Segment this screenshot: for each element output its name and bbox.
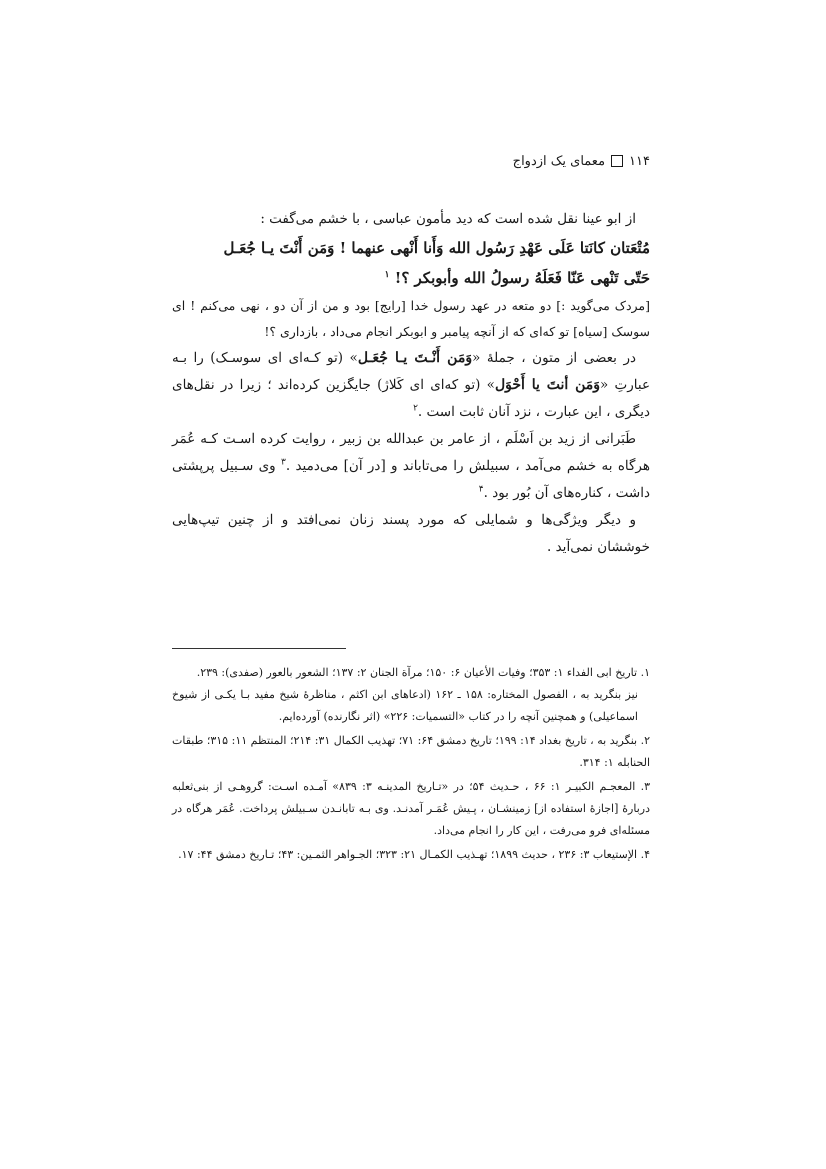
footnote-ref-1[interactable]: ۱ <box>384 270 390 280</box>
running-header <box>513 150 650 172</box>
footnote-text: الإستیعاب ۳: ۲۳۶ ، حدیث ۱۸۹۹؛ تهـذیب الکمـال ۲۱: ۳۲۳؛ الجـواهر الثمـین: ۴۳؛ تـاریخ دمشق ۴۴: ۱۷. <box>178 848 638 861</box>
footnote-text: تاریخ ابی الفداء ۱: ۳۵۳؛ وفیات الأعیان ۶: ۱۵۰؛ مرآة الجنان ۲: ۱۳۷؛ الشعور بالعور (صفدی): ۲۳۹. <box>196 666 638 679</box>
paragraph-tabarani <box>172 426 650 507</box>
paragraph-closing: و دیگر ویژگی‌ها و شمایلی که مورد پسند زنان نمی‌افتد و از چنین تیپ‌هایی خوششان نمی‌آید . <box>172 512 650 555</box>
arabic-phrase-ahwal: وَمَن أنتَ يا أَحْوَل <box>494 377 601 393</box>
footnote-number: ۴. <box>640 848 650 861</box>
footnote-number: ۳. <box>640 780 651 793</box>
footnotes <box>172 662 650 868</box>
arabic-phrase-ja-al: وَمَن أَنْـتَ يـا جُعَـل <box>357 350 473 366</box>
footnote-ref-4[interactable]: ۴ <box>478 484 484 495</box>
intro-paragraph: از ابو عینا نقل شده است که دید مأمون عباسی ، با خشم می‌گفت : <box>260 211 636 227</box>
paragraph-text: طَبَرانی از زید بن اَسْلَم ، از عامر بن عبدالله بن زبیر ، روایت کرده اسـت کـه عُمَر هرگاه به خشم می‌آمد ، سبیلش را می‌تاباند و [در آن] می‌دمید . <box>172 431 651 474</box>
paragraph-text: » (تو کـه‌ای ای سوسـک) را بـه عبارتِ « <box>172 350 650 393</box>
chapter-title: معمای یک ازدواج <box>512 153 606 169</box>
footnote-1 <box>172 662 650 728</box>
square-ornament-icon <box>611 155 623 167</box>
footnote-continuation: نیز بنگرید به ، الفصول المختاره: ۱۵۸ ـ ۱۶۲ (ادعاهای ابن اکثم ، مناظرهٔ شیخ مفید بـا یکـی از شیوخ اسماعیلی) و همچنین آنچه را در کتاب «التسمیات: ۲۲۶» (اثر نگارنده) آورده‌ایم. <box>172 688 638 723</box>
arabic-quote-line-1: مُتْعَتان كانَتا عَلَى عَهْدِ رَسُول الله وَأَنا أَنْهى عنهما ! وَمَن أَنْتَ يـا جُعَـل <box>223 239 650 257</box>
footnote-3 <box>172 776 650 842</box>
book-page <box>172 150 650 1050</box>
paragraph-text: وی سـبیل پرپشتی داشت ، کناره‌های آن بُور بود . <box>172 458 650 501</box>
footnote-ref-2[interactable]: ۲ <box>413 403 418 414</box>
arabic-quote-line-2: حَتّى تَنْهى عَنّا فَعَلَهُ رسولُ الله وأبوبكر ؟! <box>394 269 650 287</box>
footnote-number: ۲. <box>640 734 651 747</box>
footnote-text: بنگرید به ، تاریخ بغداد ۱۴: ۱۹۹؛ تاریخ دمشق ۶۴: ۷۱؛ تهذیب الکمال ۳۱: ۲۱۴؛ المنتظم ۱۱: ۳۱۵؛ طبقات الحنابله ۱: ۳۱۴. <box>172 734 650 769</box>
main-text <box>172 206 650 561</box>
arabic-quote <box>172 233 650 293</box>
footnote-text: المعجـم الکبیـر ۱: ۶۶ ، حـدیث ۵۴؛ در «تـاریخ المدینـه ۳: ۸۳۹» آمـده اسـت: گروهـی از بنی‌ثعلبه دربارهٔ [اجازهٔ استفاده از] زمینشـان ، پـیش عُمَـر آمدنـد. وی بـه تابانـدن سـبیلش پرداخت. عُمَر هرگاه در مسئله‌ای فرو می‌رفت ، این کار را انجام می‌داد. <box>172 780 650 837</box>
quote-translation: [مردک می‌گوید :] دو متعه در عهد رسول خدا [رایج] بود و من از آن دو ، نهی می‌کنم ! ای سوسک [سیاه] تو که‌ای که از آنچه پیامبر و ابوبکر انجام می‌داد ، بازداری ؟! <box>172 298 650 339</box>
footnote-2 <box>172 730 650 774</box>
footnote-ref-3[interactable]: ۳ <box>281 457 286 468</box>
paragraph-text: در بعضی از متون ، جملهٔ « <box>472 350 636 366</box>
paragraph-text: » (تو که‌ای ای کَلاژ) جایگزین کرده‌اند ؛ زیرا در نقل‌های دیگری ، این عبارت ، نزد آنان ثابت است . <box>172 377 650 420</box>
footnote-4 <box>172 844 650 866</box>
footnote-number: ۱. <box>640 666 650 679</box>
page-number: ۱۱۴ <box>629 153 650 169</box>
footnote-divider <box>172 648 346 649</box>
paragraph-variant-wording <box>172 345 650 426</box>
